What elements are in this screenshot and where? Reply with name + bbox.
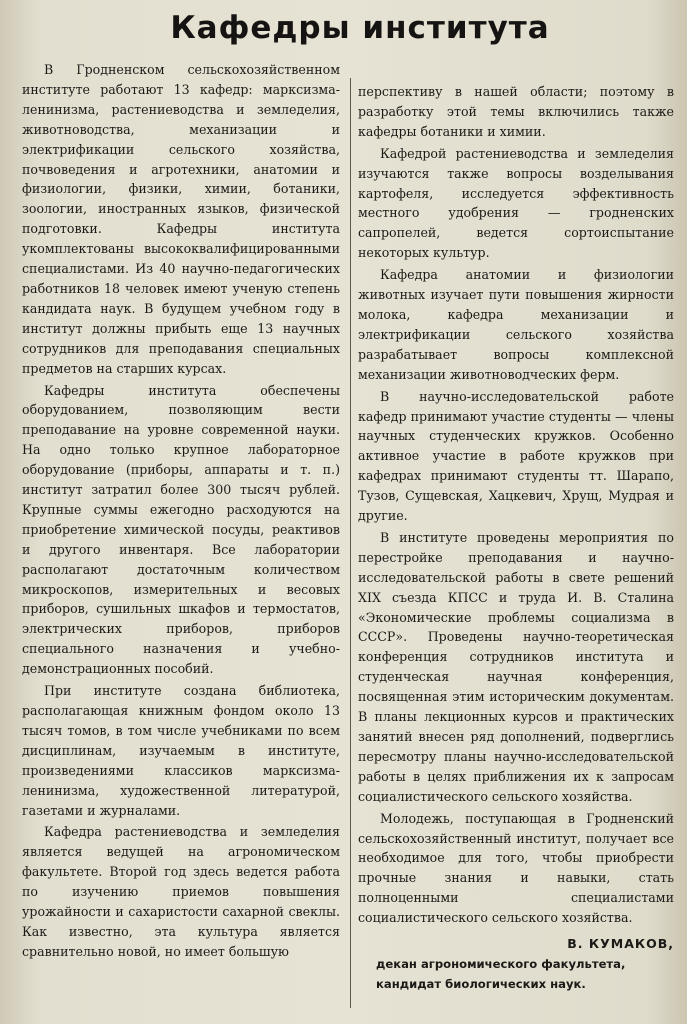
paragraph: В научно-исследовательской работе кафедр принимают участие студенты — члены научных студенческих кружков. Особенно активное участие в работе кружков при кафедрах принимают студенты тт. Шарапо, Тузов, Сущевская, Хацкевич, Хрущ, Мудрая и другие. (358, 388, 674, 524)
paragraph: Кафедрой растениеводства и земледелия изучаются также вопросы возделывания картофеля, исследуется эффективность местного удобрения — гродненских сапропелей, ведется сортоиспытание некоторых культур. (358, 145, 674, 261)
paragraph: В Гродненском сельскохозяйственном институте работают 13 кафедр: марксизма-ленинизма, растениеводства и земледелия, животноводства, механизации и электрификации сельского хозяйства, почвоведения и агротехники, анатомии и физиологии, физики, химии, ботаники, зоологии, иностранных языков, физической подготовки. Кафедры института укомплектованы высококвалифицированными специалистами. Из 40 научно-педагогических работников 18 человек имеют ученую степень кандидата наук. В будущем учебном году в институт должны прибыть еще 13 научных сотрудников для преподавания специальных предметов на старших курсах. (22, 62, 340, 376)
paragraph: Кафедра анатомии и физиологии животных изучает пути повышения жирности молока, кафедра механизации и электрификации сельского хозяйства разрабатывает вопросы комплексной механизации животноводческих ферм. (358, 267, 674, 382)
author-signature (358, 934, 674, 994)
paragraph: Кафедры института обеспечены оборудованием, позволяющим вести преподавание на уровне современной науки. На одно только крупное лабораторное оборудование (приборы, аппараты и т. п.) институт затратил более 300 тысяч рублей. Крупные суммы ежегодно расходуются на приобретение химической посуды, реактивов и другого инвентаря. Все лаборатории располагают достаточным количеством микроскопов, измерительных и весовых приборов, сушильных шкафов и термостатов, электрических приборов, приборов специального назначения и учебно-демонстрационных пособий. (22, 382, 340, 677)
paragraph: Молодежь, поступающая в Гродненский сельскохозяйственный институт, получает все необходимое для того, чтобы приобрести прочные знания и навыки, стать полноценными специалистами социалистического сельского хозяйства. (358, 810, 674, 926)
column-divider (350, 78, 351, 1008)
article-title: Кафедры института (170, 10, 550, 46)
right-column (358, 82, 674, 994)
paragraph: В институте проведены мероприятия по перестройке преподавания и научно-исследовательской работы в свете решений XIX съезда КПСС и труда И. В. Сталина «Экономические проблемы социализма в СССР». Проведены научно-теоретическая конференция сотрудников института и студенческая научная конференция, посвященная этим историческим документам. В планы лекционных курсов и практических занятий внесен ряд дополнений, подверглись пересмотру планы научно-исследовательской работы в целях приближения их к запросам социалистического сельского хозяйства. (358, 529, 674, 804)
left-column (22, 60, 340, 964)
paragraph: перспективу в нашей области; поэтому в разработку этой темы включились также кафедры ботаники и химии. (358, 84, 674, 139)
author-degree: кандидат биологических наук. (376, 977, 586, 992)
paragraph: Кафедра растениеводства и земледелия является ведущей на агрономическом факультете. Второй год здесь ведется работа по изучению приемов повышения урожайности и сахаристости сахарной свеклы. Как известно, эта культура является сравнительно новой, но имеет большую (22, 824, 340, 959)
author-name: В. КУМАКОВ, (567, 936, 674, 952)
paragraph: При институте создана библиотека, располагающая книжным фондом около 13 тысяч томов, в том числе учебниками по всем дисциплинам, изучаемым в институте, произведениями классиков марксизма-ленинизма, художественной литературой, газетами и журналами. (22, 683, 340, 818)
author-position: декан агрономического факультета, (376, 957, 626, 972)
